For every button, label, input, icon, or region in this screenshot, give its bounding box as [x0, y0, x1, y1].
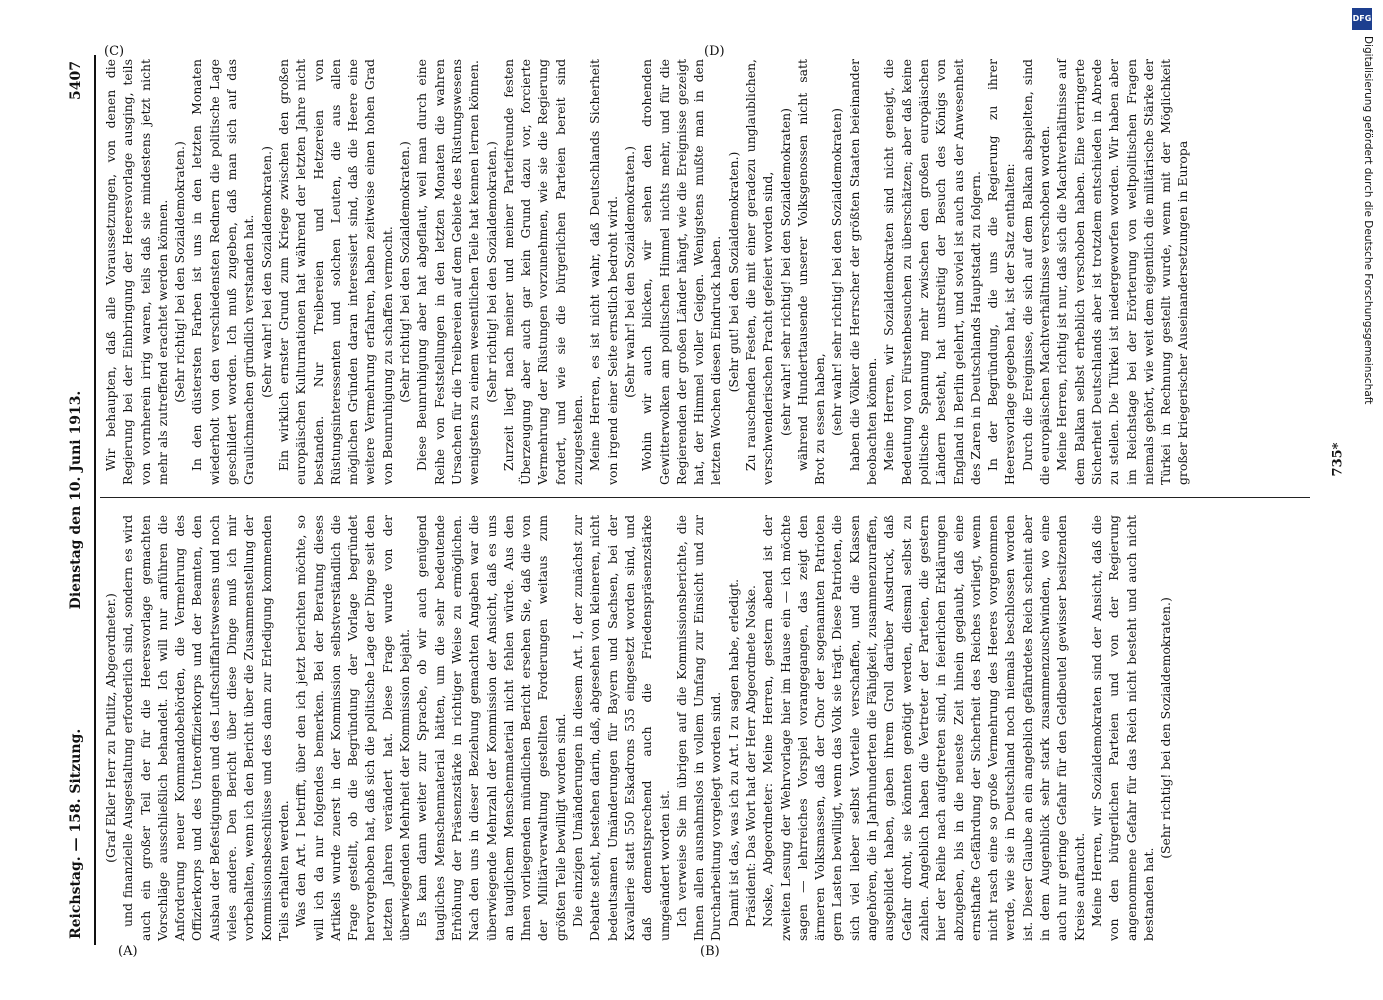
col1-paragraph: Noske, Abgeordneter: Meine Herren, gestern abend ist der zweiten Lesung der Wehrvorlage hier im Hause ein — ich möchte sagen — lehrreiches Vorspiel vorangegangen, das zeigt den ärmeren Volksmassen, daß der Chor der sogenannten Patrioten gern Lasten bewilligt, wenn das Volk sie trägt. Diese Patrioten, die sich viel lieber selbst Vorteile verschaffen, und die Klassen angehören, die in Jahrhunderten die Fähigkeit, zusammenzuraffen, ausgebildet haben, gaben ihrem Groll darüber Ausdruck, daß Gefahr droht, sie könnten genötigt werden, diesmal selbst zu zahlen. Angeblich haben die Vertreter der Parteien, die gestern hier der Reihe nach aufgetreten sind, in feierlichen Erklärungen abzugeben, bis in die neueste Zeit hinein geglaubt, daß eine ernsthafte Gefährdung der Sicherheit des Reiches vorliegt, wenn nicht rasch eine so große Vermehrung des Heeres vorgenommen werde, wie sie in Deutschland noch niemals beschlossen worden ist. Dieser Glaube an ein angeblich gefährdetes Reich scheint aber in dem Augenblick sehr stark zusammenzuschwinden, wo eine auch nur geringe Gefahr für den Geldbeutel gewisser besitzenden Kreise auftaucht.: [760, 515, 1087, 941]
col2-paragraph: Meine Herren, es ist nicht wahr, daß Deutschlands Sicherheit von irgend einer Seite ernstlich bedroht wird.: [587, 59, 620, 485]
col2-paragraph: Zurzeit liegt nach meiner und meiner Parteifreunde festen Überzeugung aber auch gar kein Grund dazu vor, forcierte Vermehrung der Rüstungen vorzunehmen, wie sie die Regierung fordert, und wie sie die bürgerlichen Parteien bereit sind zuzugestehen.: [500, 59, 586, 485]
column-rule: [100, 497, 1310, 498]
col2-paragraph: In den düstersten Farben ist uns in den letzten Monaten wiederholt von den verschiedensten Rednern die politische Lage geschildert worden. Ich muß zugeben, daß man sich auf das Graulichmachen gründlich verstanden hat.: [189, 59, 257, 485]
col2-paragraph: Durch die Ereignisse, die sich auf dem Balkan abspielten, sind die europäischen Machtverhältnisse verschoben worden.: [1019, 59, 1053, 485]
page-number: 5407: [68, 61, 84, 100]
col1-paragraph: Es kam dann weiter zur Sprache, ob wir auch genügend taugliches Menschenmaterial hätten, um die sehr bedeutende Erhöhung der Präsenzstärke in richtiger Weise zu ermöglichen. Nach den uns in dieser Beziehung gemachten Angaben war die überwiegende Mehrzahl der Kommission der Ansicht, daß es uns an tauglichem Menschenmaterial nicht fehlen würde. Aus den Ihnen vorliegenden mündlichen Bericht ersehen Sie, daß die von der Militärverwaltung gestellten Forderungen weitaus zum größten Teile bewilligt worden sind.: [414, 515, 568, 941]
col2-paragraph: Zu rauschenden Festen, die mit einer geradezu unglaublichen, verschwenderischen Pracht gefeiert worden sind,: [742, 59, 776, 485]
col2-paragraph: (Sehr richtig! bei den Sozialdemokraten.): [483, 141, 499, 403]
col1-paragraph: Präsident: Das Wort hat der Herr Abgeordnete Noske.: [742, 585, 758, 927]
col2-paragraph: Meine Herren, richtig ist nur, daß sich die Machtverhältnisse auf dem Balkan selbst erheblich verschoben haben. Eine verringerte Sicherheit Deutschlands aber ist trotzdem entschieden in Abrede zu stellen. Die Türkei ist niedergeworfen worden. Wir haben aber im Reichstage bei der Erörterung von weltpolitischen Fragen niemals gehört, wie weit dem eigentlich die militärische Stärke der Türkei in Rechnung gestellt wurde, wenn mit der Möglichkeit großer kriegerischer Auseinandersetzungen in Europa: [1054, 59, 1191, 485]
col2-paragraph: Wohin wir auch blicken, wir sehen den drohenden Gewitterwolken am politischen Himmel nichts mehr, und für die Regierenden der großen Länder hängt, wie die Ereignisse gezeigt hat, der Himmel voller Geigen. Wenigstens mußte man in den letzten Wochen diesen Eindruck haben.: [639, 59, 724, 485]
running-header: [60, 55, 96, 945]
col2-paragraph: haben die Völker die Herrscher der größten Staaten beieinander beobachten können.: [846, 59, 880, 485]
col2-paragraph: (Sehr wahr! bei den Sozialdemokraten.): [621, 146, 637, 398]
signature-mark: 735*: [1330, 442, 1346, 477]
col2-paragraph: (Sehr richtig! bei den Sozialdemokraten.): [172, 141, 188, 403]
dfg-logo: DFG: [1352, 8, 1372, 30]
col2-paragraph: Diese Beunruhigung aber hat abgeflaut, weil man durch eine Reihe von Feststellungen in den letzten Monaten die wahren Ursachen für die Treibereien auf dem Gebiete des Rüstungswesens wenigstens zu einem wesentlichen Teile hat kennen lernen können.: [414, 59, 482, 485]
header-left: Reichstag. — 158. Sitzung.: [68, 728, 84, 939]
column-left: [102, 515, 1174, 941]
margin-marker-a: (A): [118, 944, 138, 959]
margin-marker-d: (D): [704, 44, 725, 59]
rotated-text-block: [60, 55, 1315, 945]
col2-paragraph: Meine Herren, wir Sozialdemokraten sind nicht geneigt, die Bedeutung von Fürstenbesuchen zu überschätzen; aber daß keine politische Spannung mehr zwischen den großen europäischen Ländern besteht, hat unstreitig der Besuch des Königs von England in Berlin gelehrt, und soviel ist auch aus der Anwesenheit des Zaren in Deutschlands Hauptstadt zu folgern.: [881, 59, 983, 485]
dfg-credit-text: Digitalisierung gefördert durch die Deutsche Forschungsgemeinschaft: [1362, 36, 1374, 405]
margin-marker-c: (C): [104, 44, 125, 59]
col2-paragraph: (sehr wahr! sehr richtig! bei den Sozialdemokraten): [829, 108, 845, 436]
col1-paragraph: (Sehr richtig! bei den Sozialdemokraten.): [1158, 597, 1174, 859]
col1-paragraph: (Graf Ekler Herr zu Putlitz, Abgeordneter.): [103, 593, 118, 863]
col2-paragraph: Ein wirklich ernster Grund zum Kriege zwischen den großen europäischen Kulturnationen hat während der letzten Jahre nicht bestanden. Nur Treibereien und Hetzereien von Rüstungsinteressenten und solchen Leuten, die aus allen möglichen Gründen daran interessiert sind, daß die Heere eine weitere Vermehrung erfahren, haben zeitweise einen hohen Grad von Beunruhigung zu schaffen vermocht.: [275, 59, 395, 485]
col1-paragraph: und finanzielle Ausgestaltung erforderlich sind, sondern es wird auch ein großer Teil der für die Heeresvorlage gemachten Vorschläge ausschließlich behandelt. Ich will nur anführen die Anforderung neuer Kommandobehörden, die Vermehrung des Offizierkorps und des Unteroffizierkorps und der Beamten, den Ausbau der Befestigungen und des Luftschiffahrtswesens und noch vieles andere. Den Bericht über diese Dinge muß ich mir vorbehalten, wenn ich den Bericht über die Zusammenstellung der Kommissionsbeschlüsse und des dann zur Erledigung kommenden Teils erhalten werden.: [120, 515, 291, 941]
col1-paragraph: Meine Herren, wir Sozialdemokraten sind der Ansicht, daß die von den bürgerlichen Parteien und von der Regierung angenommene Gefahr für das Reich nicht besteht und auch nicht bestanden hat.: [1088, 515, 1156, 941]
col2-paragraph: In der Begründung, die uns die Regierung zu ihrer Heeresvorlage gegeben hat, ist der Satz enthalten:: [985, 59, 1018, 485]
col2-paragraph: Wir behaupten, daß alle Voraussetzungen, von denen die Regierung bei der Einbringung der Heeresvorlage ausging, teils von vornherein irrig waren, teils daß sie mindestens jetzt nicht mehr als zutreffend erachtet werden können.: [103, 59, 170, 485]
col2-paragraph: (Sehr wahr! bei den Sozialdemokraten.): [258, 146, 274, 398]
col1-paragraph: Was den Art. I betrifft, über den ich jetzt berichten möchte, so will ich da nur folgendes bemerken. Bei der Beratung dieses Artikels wurde zuerst in der Kommission selbstverständlich die Frage gestellt, ob die Begründung der Vorlage begründet hervorgehoben hat, daß sich die politische Lage der Dinge seit den letzten Jahren verändert hat. Diese Frage wurde von der überwiegenden Mehrheit der Kommission bejaht.: [293, 515, 413, 941]
col1-paragraph: Die einzigen Umänderungen in diesem Art. I, der zunächst zur Debatte steht, bestehen darin, daß, abgesehen von kleineren, nicht bedeutsamen Umänderungen für Bayern und Sachsen, bei der Kavallerie statt 550 Eskadrons 535 eingesetzt worden sind, und daß dementsprechend auch die Friedenspräsenzstärke umgeändert worden ist.: [570, 515, 672, 941]
margin-marker-b: (B): [700, 944, 720, 959]
col2-paragraph: während Hunderttausende unserer Volksgenossen nicht satt Brot zu essen haben,: [794, 59, 828, 485]
col2-paragraph: (Sehr gut! bei den Sozialdemokraten.): [725, 151, 741, 393]
column-right: [102, 59, 1192, 485]
col1-paragraph: Ich verweise Sie im übrigen auf die Kommissionsberichte, die Ihnen allen ausnahmslos in vollem Umfang zur Einsicht und zur Durcharbeitung vorgelegt worden sind.: [673, 515, 724, 941]
dfg-stamp: [1352, 8, 1374, 990]
col2-paragraph: (Sehr richtig! bei den Sozialdemokraten.): [397, 141, 413, 403]
col2-paragraph: (sehr wahr! sehr richtig! bei den Sozialdemokraten): [777, 108, 793, 436]
col1-paragraph: Damit ist das, was ich zu Art. I zu sagen habe, erledigt.: [725, 578, 741, 927]
header-center: Dienstag den 10. Juni 1913.: [68, 390, 84, 610]
